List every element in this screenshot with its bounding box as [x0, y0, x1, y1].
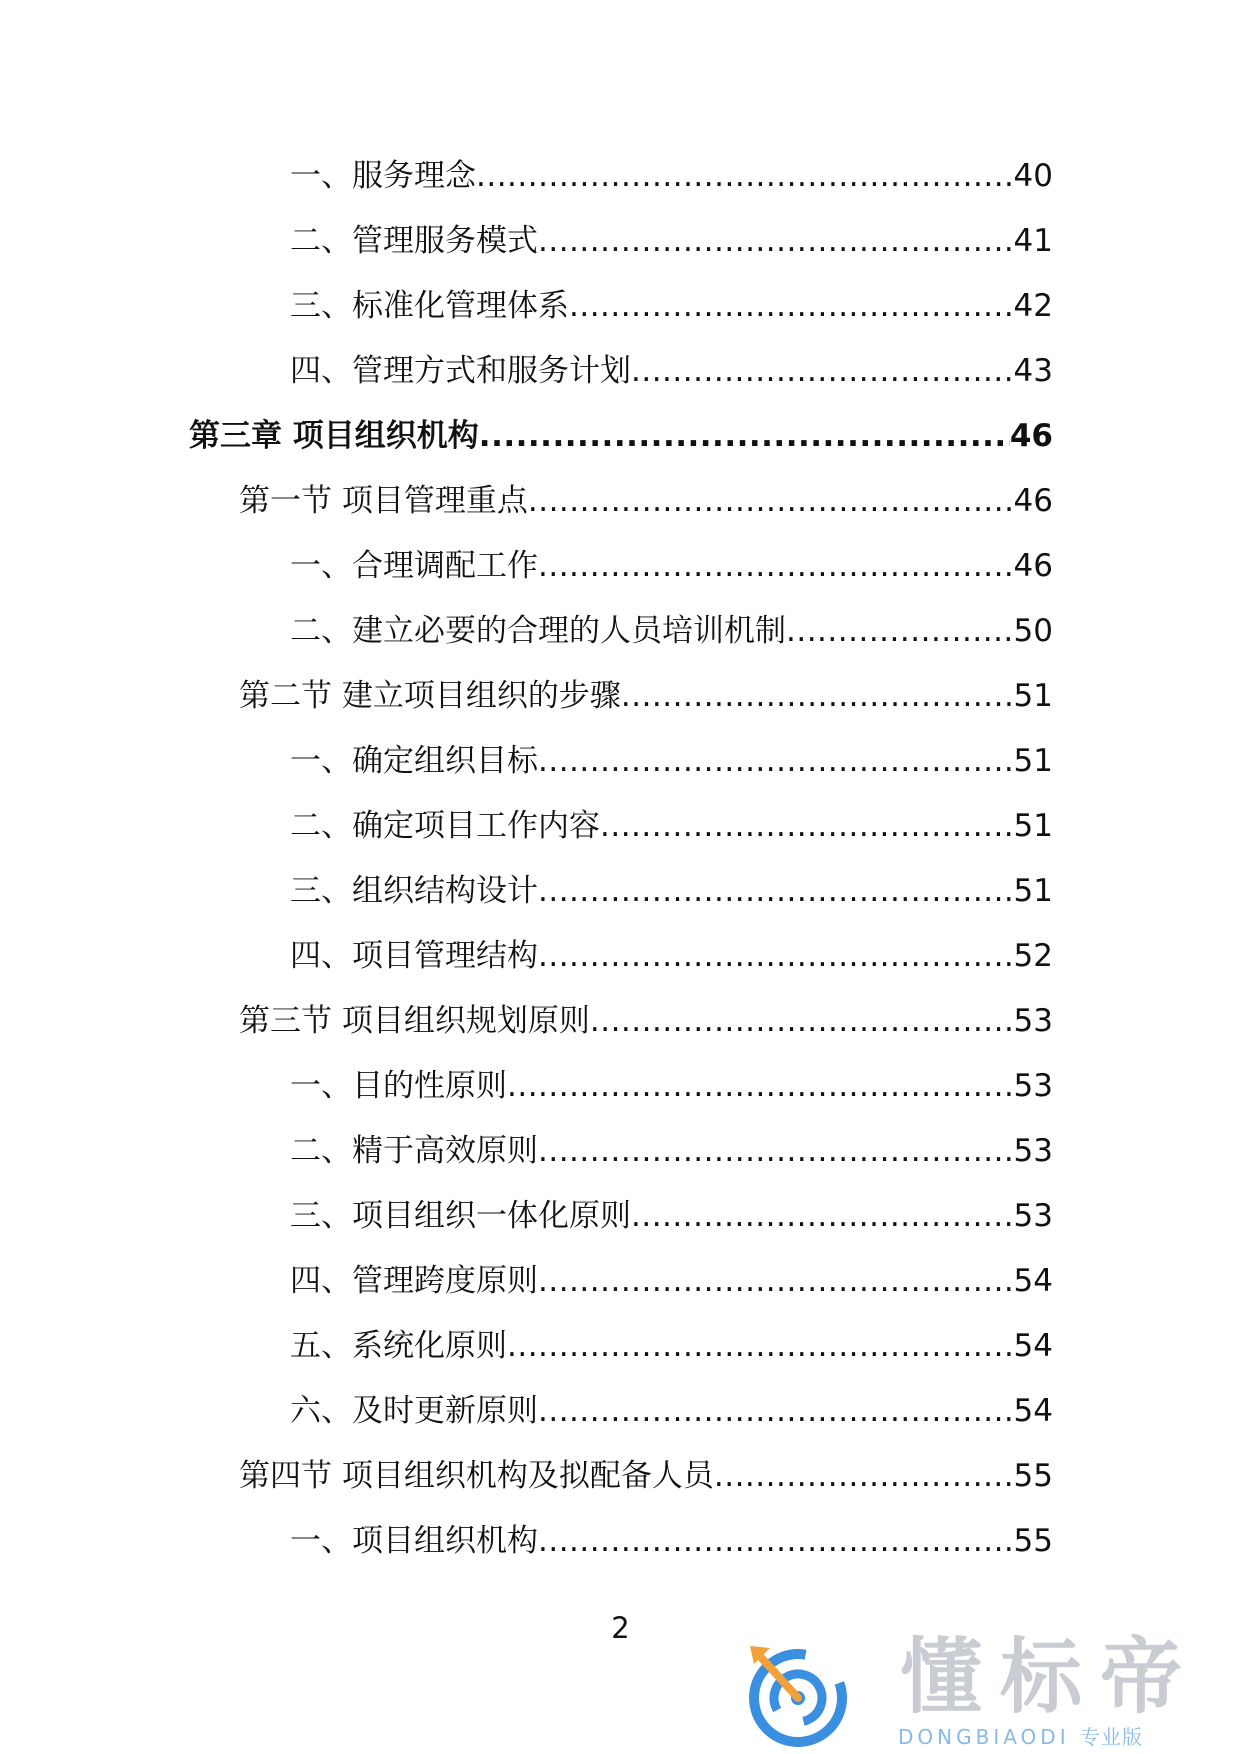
toc-entry-title: 二、建立必要的合理的人员培训机制 [290, 613, 786, 649]
toc-dot-leader [476, 157, 1014, 195]
toc-entry-title: 一、目的性原则 [290, 1068, 507, 1104]
toc-entry[interactable] [290, 1185, 1053, 1235]
toc-entry-page: 51 [1013, 678, 1053, 714]
toc-chapter-entry[interactable] [189, 405, 1053, 455]
toc-section-entry[interactable] [239, 990, 1053, 1040]
toc-entry-page: 40 [1013, 158, 1053, 194]
watermark-brand-name: 懂标帝 [900, 1630, 1201, 1725]
toc-entry-page: 51 [1013, 743, 1053, 779]
toc-section-entry[interactable] [239, 470, 1053, 520]
toc-entry-title: 二、确定项目工作内容 [290, 808, 600, 844]
page-number: 2 [611, 1611, 630, 1645]
toc-entry[interactable] [290, 795, 1053, 845]
toc-entry-title: 一、项目组织机构 [290, 1523, 538, 1559]
toc-entry-page: 41 [1013, 223, 1053, 259]
toc-entry-page: 54 [1013, 1263, 1053, 1299]
toc-section-entry[interactable] [239, 1445, 1053, 1495]
toc-entry[interactable] [290, 730, 1053, 780]
toc-entry-title: 五、系统化原则 [290, 1328, 507, 1364]
toc-entry-title: 三、组织结构设计 [290, 873, 538, 909]
watermark-pinyin: DONGBIAODI [898, 1725, 1070, 1749]
toc-dot-leader [507, 1327, 1014, 1365]
toc-entry-page: 52 [1013, 938, 1053, 974]
toc-entry-page: 42 [1013, 288, 1053, 324]
toc-dot-leader [538, 1132, 1014, 1170]
toc-entry[interactable] [290, 860, 1053, 910]
toc-entry-page: 55 [1013, 1523, 1053, 1559]
toc-dot-leader [538, 1262, 1014, 1300]
toc-entry[interactable] [290, 600, 1053, 650]
toc-entry-page: 46 [1013, 483, 1053, 519]
toc-entry-title: 一、合理调配工作 [290, 548, 538, 584]
toc-entry-title: 六、及时更新原则 [290, 1393, 538, 1429]
toc-entry[interactable] [290, 1120, 1053, 1170]
toc-entry[interactable] [290, 925, 1053, 975]
toc-entry-title: 一、确定组织目标 [290, 743, 538, 779]
toc-entry-page: 53 [1013, 1003, 1053, 1039]
toc-entry[interactable] [290, 1380, 1053, 1430]
toc-dot-leader [621, 677, 1014, 715]
toc-dot-leader [631, 1197, 1014, 1235]
toc-dot-leader [538, 1522, 1014, 1560]
toc-entry-title: 四、管理方式和服务计划 [290, 353, 631, 389]
toc-entry-page: 54 [1013, 1328, 1053, 1364]
toc-entry[interactable] [290, 275, 1053, 325]
toc-entry-title: 二、管理服务模式 [290, 223, 538, 259]
toc-entry-page: 55 [1013, 1458, 1053, 1494]
toc-entry-title: 第二节 建立项目组织的步骤 [239, 678, 621, 714]
toc-dot-leader [590, 1002, 1014, 1040]
watermark-tagline [898, 1726, 1143, 1748]
toc-dot-leader [569, 287, 1014, 325]
watermark-edition: 专业版 [1079, 1725, 1143, 1749]
toc-entry-page: 50 [1013, 613, 1053, 649]
toc-entry-title: 三、项目组织一体化原则 [290, 1198, 631, 1234]
toc-entry[interactable] [290, 210, 1053, 260]
toc-entry[interactable] [290, 1250, 1053, 1300]
toc-entry-title: 四、管理跨度原则 [290, 1263, 538, 1299]
toc-entry-title: 四、项目管理结构 [290, 938, 538, 974]
toc-dot-leader [538, 1392, 1014, 1430]
toc-dot-leader [631, 352, 1014, 390]
toc-entry-title: 三、标准化管理体系 [290, 288, 569, 324]
toc-dot-leader [538, 937, 1014, 975]
toc-dot-leader [786, 612, 1014, 650]
toc-entry-title: 第一节 项目管理重点 [239, 483, 528, 519]
toc-entry-page: 53 [1013, 1133, 1053, 1169]
toc-entry-page: 46 [1013, 548, 1053, 584]
toc-entry-title: 第三节 项目组织规划原则 [239, 1003, 590, 1039]
toc-entry[interactable] [290, 1055, 1053, 1105]
watermark [740, 1632, 1220, 1750]
toc-entry-title: 二、精于高效原则 [290, 1133, 538, 1169]
toc-dot-leader [479, 417, 1010, 455]
toc-dot-leader [538, 222, 1014, 260]
target-arrow-icon [740, 1632, 865, 1750]
toc-entry-title: 第三章 项目组织机构 [189, 418, 479, 454]
toc-dot-leader [538, 742, 1014, 780]
toc-entry-page: 51 [1013, 873, 1053, 909]
toc-entry-page: 53 [1013, 1068, 1053, 1104]
toc-entry-page: 46 [1009, 418, 1053, 454]
toc-entry-title: 第四节 项目组织机构及拟配备人员 [239, 1458, 714, 1494]
toc-entry-page: 51 [1013, 808, 1053, 844]
toc-entry[interactable] [290, 1510, 1053, 1560]
toc-dot-leader [538, 547, 1014, 585]
toc-dot-leader [507, 1067, 1014, 1105]
toc-entry[interactable] [290, 535, 1053, 585]
toc-entry[interactable] [290, 145, 1053, 195]
toc-entry[interactable] [290, 340, 1053, 390]
toc-entry[interactable] [290, 1315, 1053, 1365]
toc-entry-page: 54 [1013, 1393, 1053, 1429]
toc-entry-title: 一、服务理念 [290, 158, 476, 194]
toc-dot-leader [528, 482, 1014, 520]
toc-dot-leader [538, 872, 1014, 910]
toc-section-entry[interactable] [239, 665, 1053, 715]
toc-entry-page: 53 [1013, 1198, 1053, 1234]
toc-dot-leader [714, 1457, 1014, 1495]
toc-dot-leader [600, 807, 1014, 845]
toc-entry-page: 43 [1013, 353, 1053, 389]
